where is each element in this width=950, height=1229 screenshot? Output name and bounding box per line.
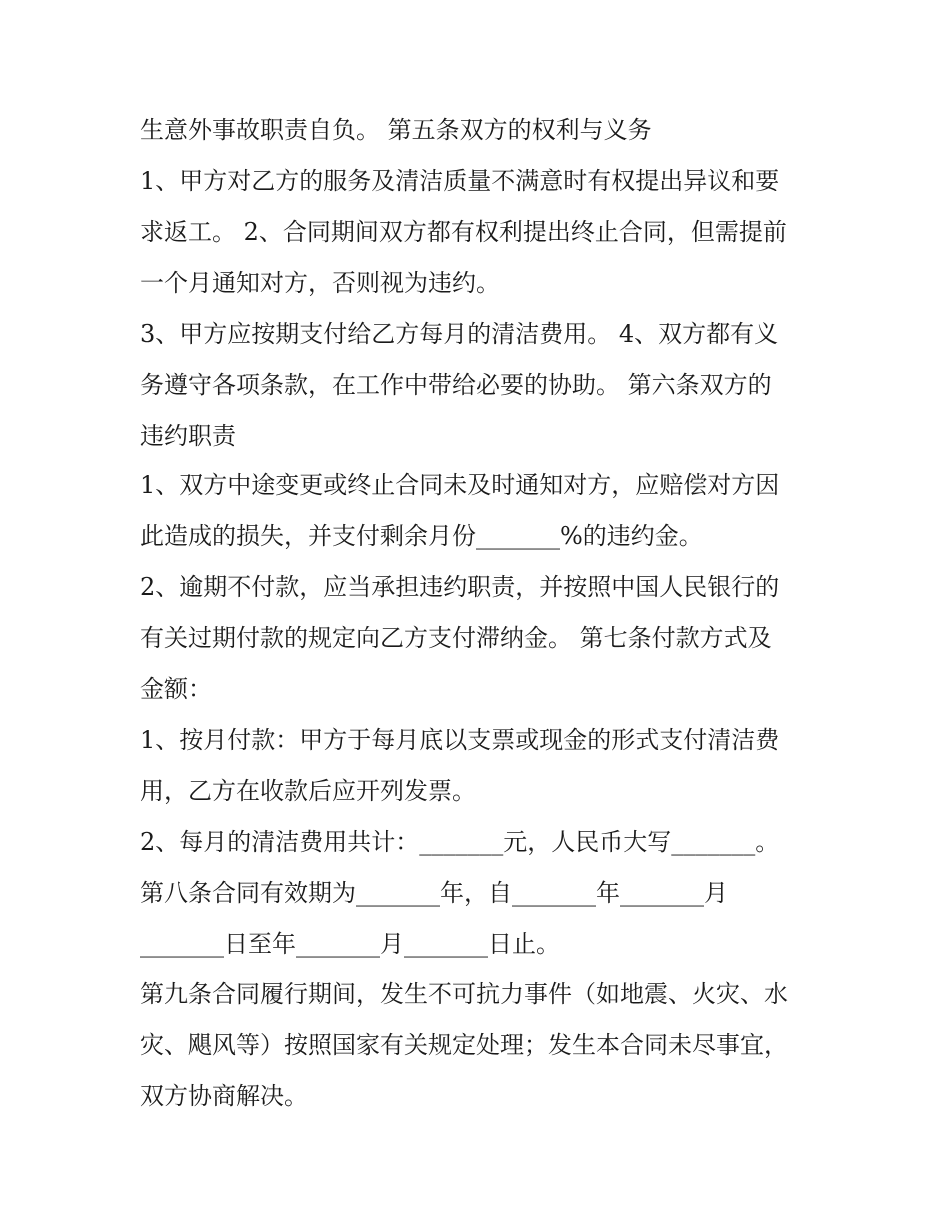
text-line: 求返工。 2、合同期间双方都有权利提出终止合同，但需提前 [140, 218, 787, 246]
text-line: 此造成的损失，并支付剩余月份_______%的违约金。 [140, 522, 703, 550]
text-line: 第九条合同履行期间，发生不可抗力事件（如地震、火灾、水 [140, 980, 788, 1008]
text-line: 生意外事故职责自负。 第五条双方的权利与义务 [140, 116, 652, 144]
text-line: 1、按月付款：甲方于每月底以支票或现金的形式支付清洁费 [140, 726, 780, 754]
text-line: 3、甲方应按期支付给乙方每月的清洁费用。 4、双方都有义 [140, 320, 779, 348]
text-line: 金额： [140, 675, 212, 703]
text-line: 2、每月的清洁费用共计：_______元，人民币大写_______。 [140, 828, 780, 856]
text-line: 一个月通知对方，否则视为违约。 [140, 269, 500, 297]
text-line: 1、双方中途变更或终止合同未及时通知对方，应赔偿对方因 [140, 471, 780, 499]
text-line: 1、甲方对乙方的服务及清洁质量不满意时有权提出异议和要 [140, 167, 780, 195]
text-line: 用，乙方在收款后应开列发票。 [140, 777, 476, 805]
text-line: _______日至年_______月_______日止。 [140, 930, 560, 958]
text-line: 双方协商解决。 [140, 1082, 308, 1110]
text-line: 灾、飓风等）按照国家有关规定处理；发生本合同未尽事宜， [140, 1031, 788, 1059]
text-line: 有关过期付款的规定向乙方支付滞纳金。 第七条付款方式及 [140, 624, 772, 652]
text-line: 务遵守各项条款，在工作中带给必要的协助。 第六条双方的 [140, 371, 772, 399]
text-line: 2、逾期不付款，应当承担违约职责，并按照中国人民银行的 [140, 573, 780, 601]
text-line: 违约职责 [140, 422, 236, 450]
text-line: 第八条合同有效期为_______年，自_______年_______月 [140, 879, 728, 907]
